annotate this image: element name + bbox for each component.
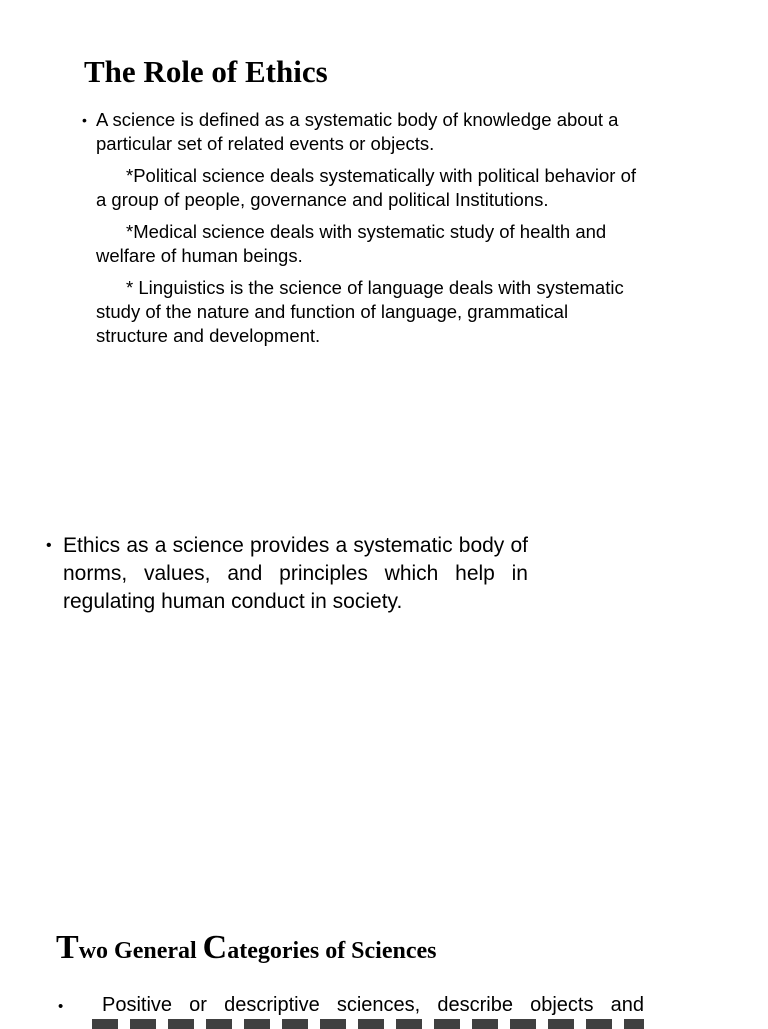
example-text: *Medical science deals with systematic study of health and welfare of human beings. (96, 221, 607, 266)
linguistics-example (80, 276, 640, 348)
list-item (80, 108, 640, 156)
bullet-icon: • (82, 112, 87, 128)
bullet-icon: • (46, 537, 52, 554)
ethics-science-block (44, 532, 528, 616)
science-definition-text: A science is defined as a systematic body of knowledge about a particular set of related events or objects. (96, 109, 619, 154)
example-text: *Political science deals systematically with political behavior of a group of people, governance and political Institutions. (96, 165, 637, 210)
bullet-icon: • (58, 998, 64, 1015)
political-science-example (80, 164, 640, 212)
medical-science-example (80, 220, 640, 268)
positive-sciences-block (58, 992, 644, 1020)
science-definition-block (80, 108, 640, 348)
list-item (44, 532, 528, 616)
page-title: The Role of Ethics (84, 54, 328, 89)
section-title-part: ategories of Sciences (227, 938, 437, 964)
cut-off-text-line (92, 1019, 644, 1029)
section-title (56, 928, 437, 971)
section-title-cap: T (56, 929, 79, 966)
example-text: * Linguistics is the science of language deals with systematic study of the nature and function of language, grammatical structure and development. (96, 277, 624, 346)
section-title-cap: C (202, 929, 228, 966)
positive-sciences-text: Positive or descriptive sciences, describe objects and (102, 994, 644, 1016)
ethics-science-text: Ethics as a science provides a systematic body of norms, values, and principles which help in regulating human conduct in society. (63, 534, 528, 613)
section-title-part: wo General (78, 938, 203, 964)
